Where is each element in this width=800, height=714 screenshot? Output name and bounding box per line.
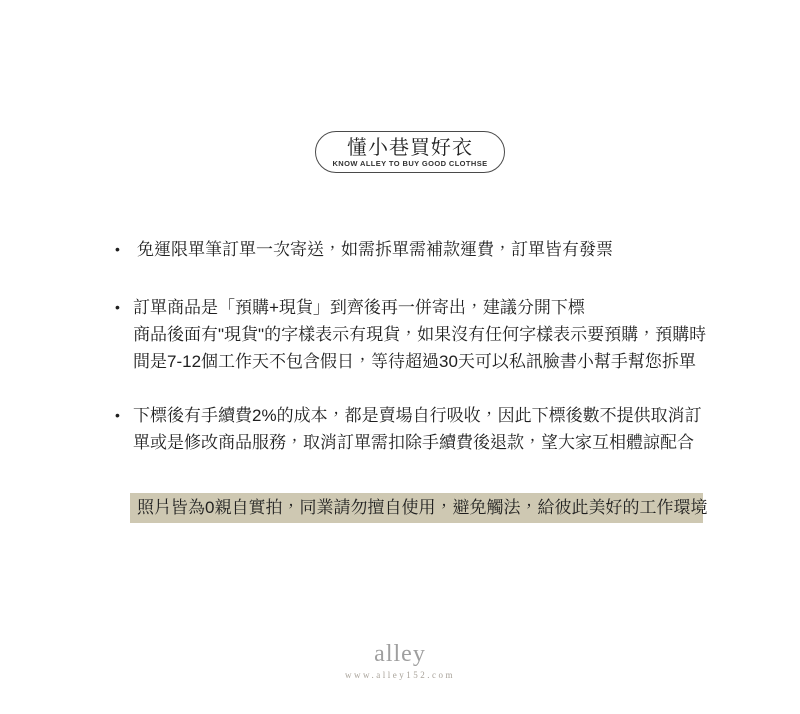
brand-logo-badge — [315, 131, 505, 173]
brand-subtitle: KNOW ALLEY TO BUY GOOD CLOTHSE — [332, 158, 488, 168]
policy-line: 訂單商品是「預購+現貨」到齊後再一併寄出，建議分開下標 — [133, 298, 585, 317]
bullet-icon: • — [115, 241, 120, 257]
bullet-icon: • — [115, 407, 120, 423]
brand-title: 懂小巷買好衣 — [347, 136, 473, 159]
footer-brand-logo: alley — [374, 641, 426, 667]
policy-text — [137, 236, 613, 263]
policy-line: 單或是修改商品服務，取消訂單需扣除手續費後退款，望大家互相體諒配合 — [133, 433, 694, 452]
bullet-icon: • — [115, 299, 120, 315]
policy-text — [133, 402, 702, 456]
policy-text — [133, 294, 706, 375]
policy-item-cancellation — [115, 402, 702, 456]
footer-website-url: www.alley152.com — [345, 670, 455, 680]
footer — [0, 641, 800, 681]
policy-line: 下標後有手續費2%的成本，都是賣場自行吸收，因此下標後數不提供取消訂 — [133, 406, 702, 425]
notice-text: 照片皆為0親自實拍，同業請勿擅自使用，避免觸法，給彼此美好的工作環境 — [137, 498, 708, 517]
policy-line: 間是7-12個工作天不包含假日，等待超過30天可以私訊臉書小幫手幫您拆單 — [133, 352, 696, 371]
policy-line: 商品後面有"現貨"的字樣表示有現貨，如果沒有任何字樣表示要預購，預購時 — [133, 325, 707, 344]
policy-item-preorder — [115, 294, 706, 375]
policy-line: 免運限單筆訂單一次寄送，如需拆單需補款運費，訂單皆有發票 — [137, 240, 613, 259]
policy-item-shipping — [115, 236, 613, 263]
photo-copyright-notice — [130, 493, 708, 523]
